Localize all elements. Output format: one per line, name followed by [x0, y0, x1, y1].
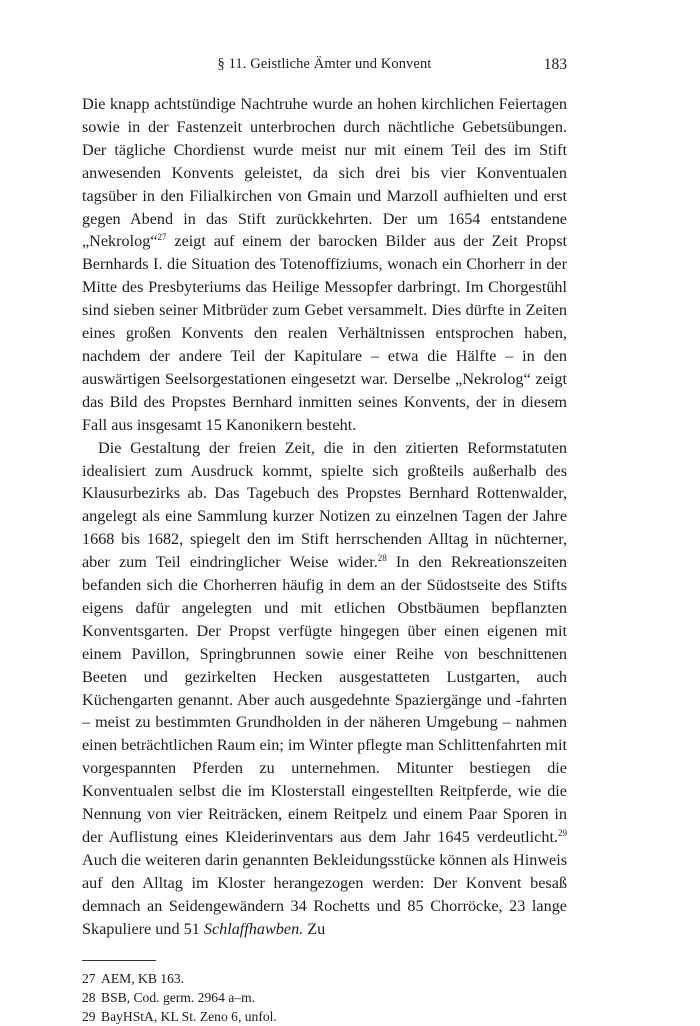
paragraph-2-italic-term: Schlaffhawben. — [203, 919, 304, 938]
paragraph-1-text-a: Die knapp achtstündige Nachtruhe wurde an hohen kirchlichen Feiertagen sowie in der Fastenzeit unterbrochen durch nächtliche Gebetsübungen. Der tägliche Chordienst wurde meist nur mit einem Teil des im Stift anwesenden Konvents geleistet, da sich drei bis vier Konventualen tagsüber in den Filialkirchen von Gmain und Marzoll aufhielten und erst gegen Abend in das Stift zurückkehrten. Der um 1654 entstandene „Nekrolog“ — [82, 95, 567, 251]
footnotes — [82, 969, 567, 1026]
body-text — [82, 93, 567, 941]
running-head — [82, 56, 567, 82]
paragraph-1 — [82, 93, 567, 437]
footnote-ref-27: 27 — [157, 232, 167, 243]
footnote-number: 27 — [82, 970, 96, 986]
footnote — [82, 969, 567, 988]
footnote-text: BSB, Cod. germ. 2964 a–m. — [101, 989, 256, 1005]
footnote-text: AEM, KB 163. — [101, 970, 185, 986]
footnote-number: 29 — [82, 1008, 96, 1024]
footnote-divider — [82, 960, 156, 961]
paragraph-2-text-b: In den Rekreationszeiten befanden sich die Chorherren häufig in dem an der Südostseite des Stifts eigens dafür angelegten und mit etlichen Obstbäumen bepflanzten Konventsgarten. Der Propst verfügte hingegen über einen eigenen mit einem Pavillon, Springbrunnen sowie einer Reihe von beschnittenen Beeten und gezirkelten Hecken ausgestatteten Lustgarten, auch Küchengarten genannt. Aber auch ausgedehnte Spaziergänge und -fahrten – meist zu bestimmten Grundholden in der näheren Umgebung – nahmen einen beträchtlichen Raum ein; im Winter pflegte man Schlittenfahrten mit vorgespannten Pferden zu unternehmen. Mitunter bestiegen die Konventualen selbst die im Klosterstall eingestellten Reitpferde, wie die Nennung von vier Reiträcken, einem Reitpelz und einem Paar Sporen in der Auflistung eines Kleiderinventars aus dem Jahr 1645 verdeutlicht. — [82, 553, 567, 846]
paragraph-2 — [82, 437, 567, 941]
footnote-ref-28: 28 — [377, 553, 387, 564]
footnote-ref-29: 29 — [558, 828, 567, 838]
footnote — [82, 988, 567, 1007]
footnote — [82, 1007, 567, 1026]
running-title: § 11. Geistliche Ämter und Konvent — [217, 56, 432, 72]
book-page — [82, 56, 567, 1026]
paragraph-2-text-d: Zu — [303, 919, 326, 938]
footnote-text: BayHStA, KL St. Zeno 6, unfol. — [101, 1008, 277, 1024]
paragraph-2-text-a: Die Gestaltung der freien Zeit, die in den zitierten Reformstatuten idealisiert zum Ausdruck kommt, spielte sich großteils außerhalb des Klausurbezirks ab. Das Tagebuch des Propstes Bernhard Rottenwalder, angelegt als eine Sammlung kurzer Notizen zu einzelnen Tagen der Jahre 1668 bis 1682, spiegelt den im Stift herrschenden Alltag in nüchterner, aber zum Teil eindringlicher Weise wider. — [82, 438, 567, 572]
footnote-number: 28 — [82, 989, 96, 1005]
paragraph-2-text-c: Auch die weiteren darin genannten Bekleidungsstücke können als Hinweis auf den Alltag im Kloster herangezogen werden: Der Konvent besaß demnach an Seidengewändern 34 Rochetts und 85 Chorröcke, 23 lange Skapuliere und 51 — [82, 850, 567, 938]
paragraph-1-text-b: zeigt auf einem der barocken Bilder aus der Zeit Propst Bernhards I. die Situation des Totenoffiziums, wonach ein Chorherr in der Mitte des Presbyteriums das Heilige Messopfer darbringt. Im Chorgestühl sind sieben seiner Mitbrüder zum Gebet versammelt. Dies dürfte in Zeiten eines großen Konvents den realen Verhältnissen entsprochen haben, nachdem der andere Teil der Kapitulare – etwa die Hälfte – in den auswärtigen Seelsorgestationen eingesetzt war. Derselbe „Nekrolog“ zeigt das Bild des Propstes Bernhard inmitten seines Konvents, der in diesem Fall aus insgesamt 15 Kanonikern besteht. — [82, 232, 567, 434]
page-number: 183 — [543, 56, 567, 73]
